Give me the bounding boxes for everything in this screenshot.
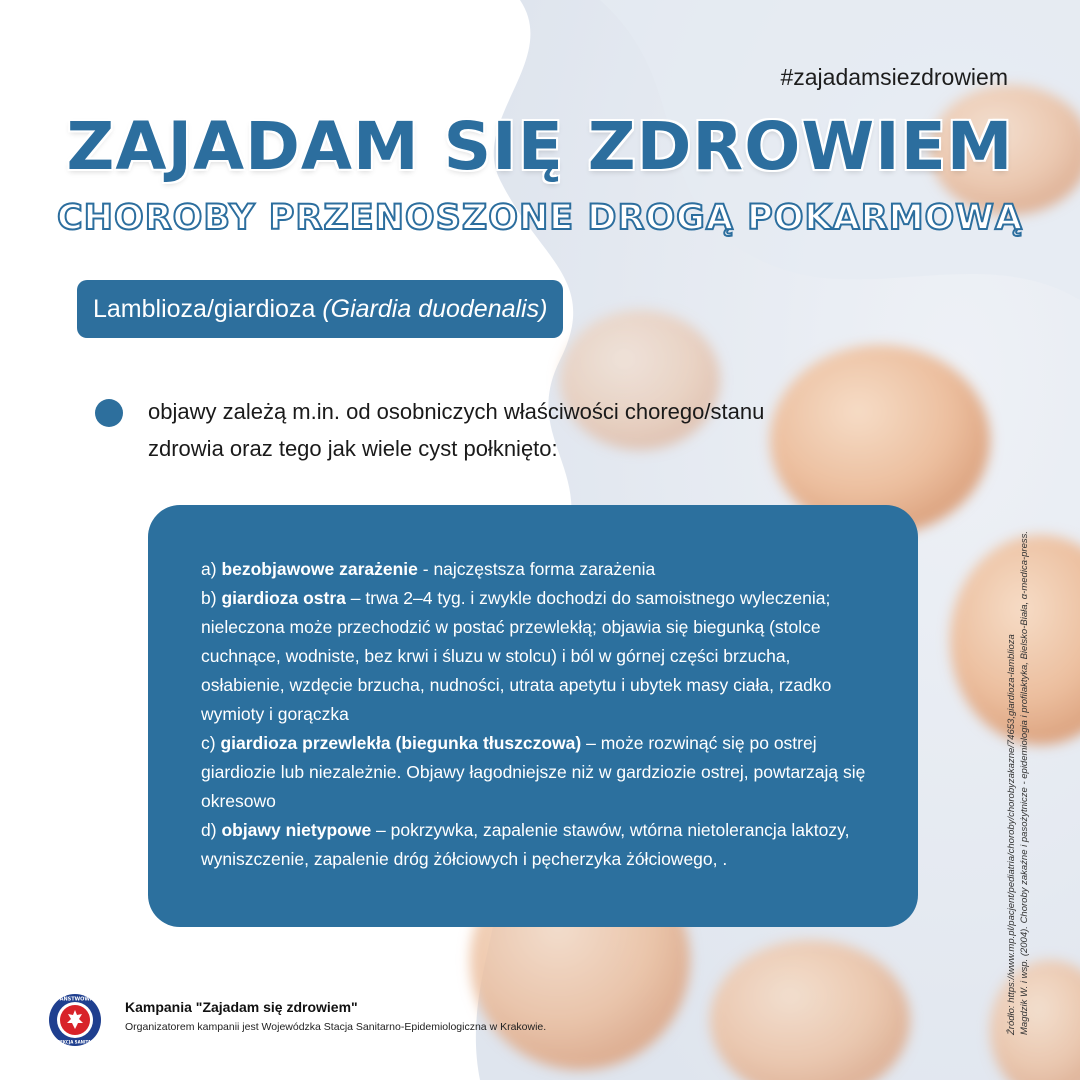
form-item-b [201, 584, 878, 729]
form-prefix: a) [201, 559, 222, 579]
logo-text-bottom: INSPEKCJA SANITARNA [49, 1039, 101, 1045]
form-name: objawy nietypowe [221, 820, 372, 840]
page-title: ZAJADAM SIĘ ZDROWIEM [66, 108, 1014, 185]
campaign-title: Kampania "Zajadam się zdrowiem" [125, 999, 358, 1015]
source-line: Źródło: https://www.mp.pl/pacjent/pediatria/choroby/chorobyzakazne/74653,giardioza-lamblioza [1006, 634, 1017, 1035]
bullet-text [148, 393, 888, 467]
form-prefix: c) [201, 733, 221, 753]
form-item-c [201, 729, 878, 816]
form-description: – może rozwinąć się po ostrej giardiozie lub niezależnie. Objawy łagodniejsze niż w gardziozie ostrej, powtarzają się okresowo [201, 733, 866, 811]
source-line: Magdzik W. i wsp. (2004). Choroby zakaźne i pasożytnicze - epidemiologia i profilaktyka, Bielsko-Biała, α-medica-press. [1019, 530, 1030, 1035]
topic-label [77, 280, 563, 338]
form-name: giardioza ostra [221, 588, 346, 608]
campaign-organizer: Organizatorem kampanii jest Wojewódzka Stacja Sanitarno-Epidemiologiczna w Krakowie. [125, 1021, 547, 1033]
form-item-d [201, 816, 878, 874]
form-item-a [201, 555, 878, 584]
topic-name: Lamblioza/giardioza [93, 295, 316, 323]
form-name: giardioza przewlekła (biegunka tłuszczowa) [220, 733, 582, 753]
form-description: - najczęstsza forma zarażenia [417, 559, 656, 579]
hashtag: #zajadamsiezdrowiem [780, 64, 1008, 90]
bullet-line: objawy zależą m.in. od osobniczych właściwości chorego/stanu [148, 399, 765, 424]
bullet-icon [95, 399, 123, 427]
symptoms-panel [148, 505, 918, 927]
page-subtitle: CHOROBY PRZENOSZONE DROGĄ POKARMOWĄ [57, 198, 1023, 238]
form-name: bezobjawowe zarażenie [221, 559, 418, 579]
topic-latin-name: (Giardia duodenalis) [322, 295, 548, 323]
logo-text-top: PAŃSTWOWA [56, 996, 94, 1003]
form-prefix: d) [201, 820, 222, 840]
form-prefix: b) [201, 588, 222, 608]
form-description: – pokrzywka, zapalenie stawów, wtórna nietolerancja laktozy, wyniszczenie, zapalenie dróg żółciowych i pęcherzyka żółciowego, . [201, 820, 850, 869]
source-note [1005, 515, 1031, 1035]
sanitary-inspection-logo [48, 993, 102, 1047]
form-description: – trwa 2–4 tyg. i zwykle dochodzi do samoistnego wyleczenia; nieleczona może przechodzić w postać przewlekłą; objawia się biegunką (stolce cuchnące, wodniste, bez krwi i śluzu w stolcu) i ból w górnej części brzucha, osłabienie, wzdęcie brzucha, nudności, utrata apetytu i ubytek masy ciała, rzadko wymioty i gorączka [201, 588, 832, 724]
bullet-line: zdrowia oraz tego jak wiele cyst połknięto: [148, 436, 558, 461]
